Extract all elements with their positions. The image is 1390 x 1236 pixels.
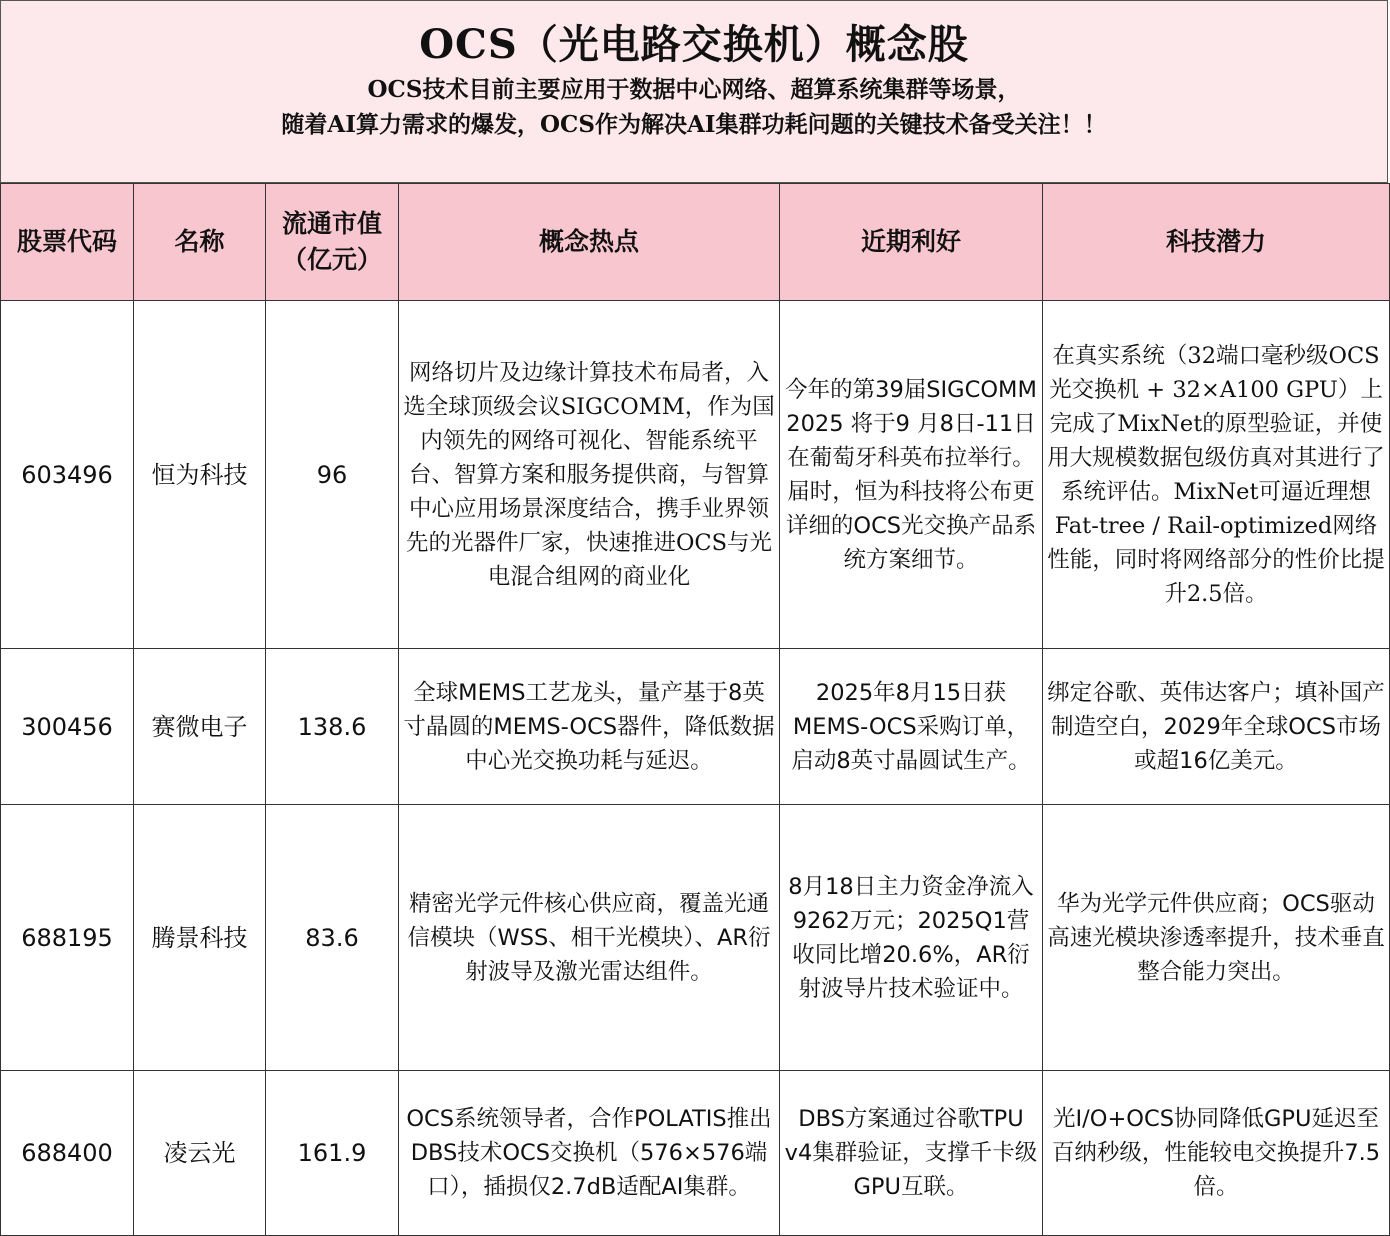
- col-header-code: 股票代码: [1, 184, 134, 301]
- tech-potential: 华为光学元件供应商；OCS驱动高速光模块渗透率提升，技术垂直整合能力突出。: [1043, 805, 1390, 1071]
- tech-potential: 在真实系统（32端口毫秒级OCS光交换机 + 32×A100 GPU）上完成了MixNet的原型验证，并使用大规模数据包级仿真对其进行了系统评估。MixNet可逼近理想Fat-tree / Rail-optimized网络性能，同时将网络部分的性价比提升2.5倍。: [1043, 301, 1390, 649]
- col-header-market-cap: 流通市值（亿元）: [266, 184, 399, 301]
- concept-hotspot: OCS系统领导者，合作POLATIS推出DBS技术OCS交换机（576×576端口），插损仅2.7dB适配AI集群。: [399, 1071, 780, 1236]
- stock-name: 恒为科技: [134, 301, 266, 649]
- col-header-concept: 概念热点: [399, 184, 780, 301]
- market-cap: 161.9: [266, 1071, 399, 1236]
- tech-potential: 光I/O+OCS协同降低GPU延迟至百纳秒级，性能较电交换提升7.5倍。: [1043, 1071, 1390, 1236]
- page-title: OCS（光电路交换机）概念股: [419, 21, 969, 68]
- concept-hotspot: 网络切片及边缘计算技术布局者，入选全球顶级会议SIGCOMM，作为国内领先的网络可视化、智能系统平台、智算方案和服务提供商，与智算中心应用场景深度结合，携手业界领先的光器件厂家，快速推进OCS与光电混合组网的商业化: [399, 301, 780, 649]
- col-header-potential: 科技潜力: [1043, 184, 1390, 301]
- tech-potential: 绑定谷歌、英伟达客户；填补国产制造空白，2029年全球OCS市场或超16亿美元。: [1043, 649, 1390, 805]
- recent-news: 今年的第39届SIGCOMM 2025 将于9 月8日-11日在葡萄牙科英布拉举行。届时，恒为科技将公布更详细的OCS光交换产品系统方案细节。: [780, 301, 1043, 649]
- recent-news: DBS方案通过谷歌TPU v4集群验证，支撑千卡级GPU互联。: [780, 1071, 1043, 1236]
- stock-code: 688400: [1, 1071, 134, 1236]
- table-header-row: [1, 184, 1390, 301]
- title-banner: [0, 0, 1388, 183]
- table-row: [1, 649, 1390, 805]
- subtitle-line-2: 随着AI算力需求的爆发，OCS作为解决AI集群功耗问题的关键技术备受关注！！: [281, 111, 1107, 138]
- subtitle-line-1: OCS技术目前主要应用于数据中心网络、超算系统集群等场景，: [367, 76, 1021, 103]
- recent-news: 2025年8月15日获MEMS-OCS采购订单，启动8英寸晶圆试生产。: [780, 649, 1043, 805]
- stock-code: 688195: [1, 805, 134, 1071]
- stock-table: [0, 183, 1390, 1236]
- market-cap: 83.6: [266, 805, 399, 1071]
- table-row: [1, 805, 1390, 1071]
- concept-hotspot: 精密光学元件核心供应商，覆盖光通信模块（WSS、相干光模块）、AR衍射波导及激光雷达组件。: [399, 805, 780, 1071]
- stock-code: 300456: [1, 649, 134, 805]
- concept-hotspot: 全球MEMS工艺龙头，量产基于8英寸晶圆的MEMS-OCS器件，降低数据中心光交换功耗与延迟。: [399, 649, 780, 805]
- col-header-news: 近期利好: [780, 184, 1043, 301]
- recent-news: 8月18日主力资金净流入9262万元；2025Q1营收同比增20.6%，AR衍射波导片技术验证中。: [780, 805, 1043, 1071]
- stock-name: 凌云光: [134, 1071, 266, 1236]
- table-row: [1, 1071, 1390, 1236]
- market-cap: 138.6: [266, 649, 399, 805]
- stock-name: 腾景科技: [134, 805, 266, 1071]
- market-cap: 96: [266, 301, 399, 649]
- table-row: [1, 301, 1390, 649]
- stock-code: 603496: [1, 301, 134, 649]
- col-header-name: 名称: [134, 184, 266, 301]
- stock-name: 赛微电子: [134, 649, 266, 805]
